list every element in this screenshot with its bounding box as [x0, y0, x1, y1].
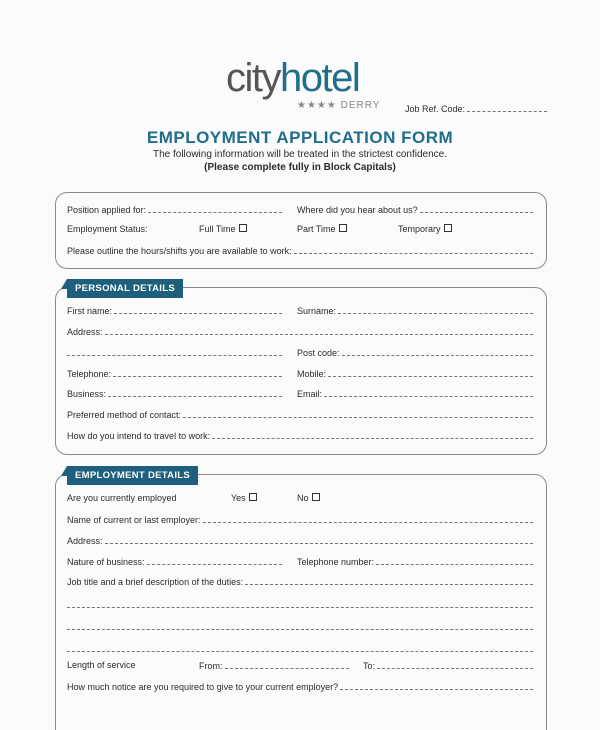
first-name-field[interactable] — [67, 305, 282, 316]
label: Business: — [67, 389, 107, 399]
yes-checkbox[interactable] — [231, 493, 257, 503]
logo-hotel: hotel — [280, 56, 360, 100]
label: Please outline the hours/shifts you are available to work: — [67, 246, 292, 256]
employer-address-field[interactable] — [67, 535, 533, 546]
telephone-number-field[interactable] — [297, 556, 533, 567]
label: How much notice are you required to give to your current employer? — [67, 682, 339, 692]
label: Temporary — [398, 224, 441, 234]
full-time-checkbox[interactable] — [199, 224, 247, 234]
confidential-note: The following information will be treated in the strictest confidence. — [152, 149, 448, 160]
label: Position applied for: — [67, 205, 147, 215]
business-field[interactable] — [67, 388, 282, 399]
page-title: EMPLOYMENT APPLICATION FORM — [146, 128, 454, 147]
label: Where did you hear about us? — [297, 205, 418, 215]
job-description-line-3[interactable] — [67, 621, 533, 630]
label: Address: — [67, 327, 103, 337]
no-checkbox[interactable] — [297, 493, 320, 503]
label: Telephone number: — [297, 557, 375, 567]
job-description-line-4[interactable] — [67, 643, 533, 652]
label: From: — [199, 661, 223, 671]
label: Yes — [231, 493, 246, 503]
label: Preferred method of contact: — [67, 410, 182, 420]
employment-details-tab: EMPLOYMENT DETAILS — [67, 466, 198, 485]
job-ref-field[interactable] — [405, 103, 547, 114]
label: Surname: — [297, 306, 337, 316]
hear-field[interactable] — [297, 204, 533, 215]
job-description-field[interactable] — [67, 576, 533, 587]
mobile-field[interactable] — [297, 368, 533, 379]
nature-field[interactable] — [67, 556, 282, 567]
to-field[interactable] — [363, 660, 533, 671]
block-capitals-note: (Please complete fully in Block Capitals) — [204, 162, 396, 173]
telephone-field[interactable] — [67, 368, 282, 379]
contact-method-field[interactable] — [67, 409, 533, 420]
label: Length of service — [67, 660, 136, 670]
label: Telephone: — [67, 369, 112, 379]
employer-field[interactable] — [67, 514, 533, 525]
label: No — [297, 493, 309, 503]
label: Are you currently employed — [67, 493, 177, 503]
postcode-field[interactable] — [297, 347, 533, 358]
label: Address: — [67, 536, 103, 546]
temporary-checkbox[interactable] — [398, 224, 452, 234]
travel-field[interactable] — [67, 430, 533, 441]
notice-field[interactable] — [67, 681, 533, 692]
job-description-line-2[interactable] — [67, 599, 533, 608]
address-line-2[interactable] — [67, 347, 282, 356]
length-of-service-label — [67, 660, 136, 670]
label: Full Time — [199, 224, 236, 234]
surname-field[interactable] — [297, 305, 533, 316]
label: Name of current or last employer: — [67, 515, 201, 525]
address-field[interactable] — [67, 326, 533, 337]
part-time-checkbox[interactable] — [297, 224, 347, 234]
label: Job Ref. Code: — [405, 104, 466, 114]
label: Employment Status: — [67, 224, 148, 234]
position-field[interactable] — [67, 204, 282, 215]
label: How do you intend to travel to work: — [67, 431, 211, 441]
employment-status-label — [67, 224, 148, 234]
label: Job title and a brief description of the duties: — [67, 577, 244, 587]
logo-city: city — [226, 56, 280, 100]
city-hotel-logo — [226, 58, 359, 98]
label: To: — [363, 661, 376, 671]
label: Part Time — [297, 224, 336, 234]
label: Nature of business: — [67, 557, 145, 567]
label: Email: — [297, 389, 323, 399]
from-field[interactable] — [199, 660, 349, 671]
currently-employed-label — [67, 493, 177, 503]
email-field[interactable] — [297, 388, 533, 399]
label: First name: — [67, 306, 113, 316]
label: Mobile: — [297, 369, 327, 379]
label: Post code: — [297, 348, 340, 358]
hours-field[interactable] — [67, 245, 533, 256]
logo-subtitle: ★★★★ DERRY — [297, 100, 381, 111]
personal-details-tab: PERSONAL DETAILS — [67, 279, 183, 298]
